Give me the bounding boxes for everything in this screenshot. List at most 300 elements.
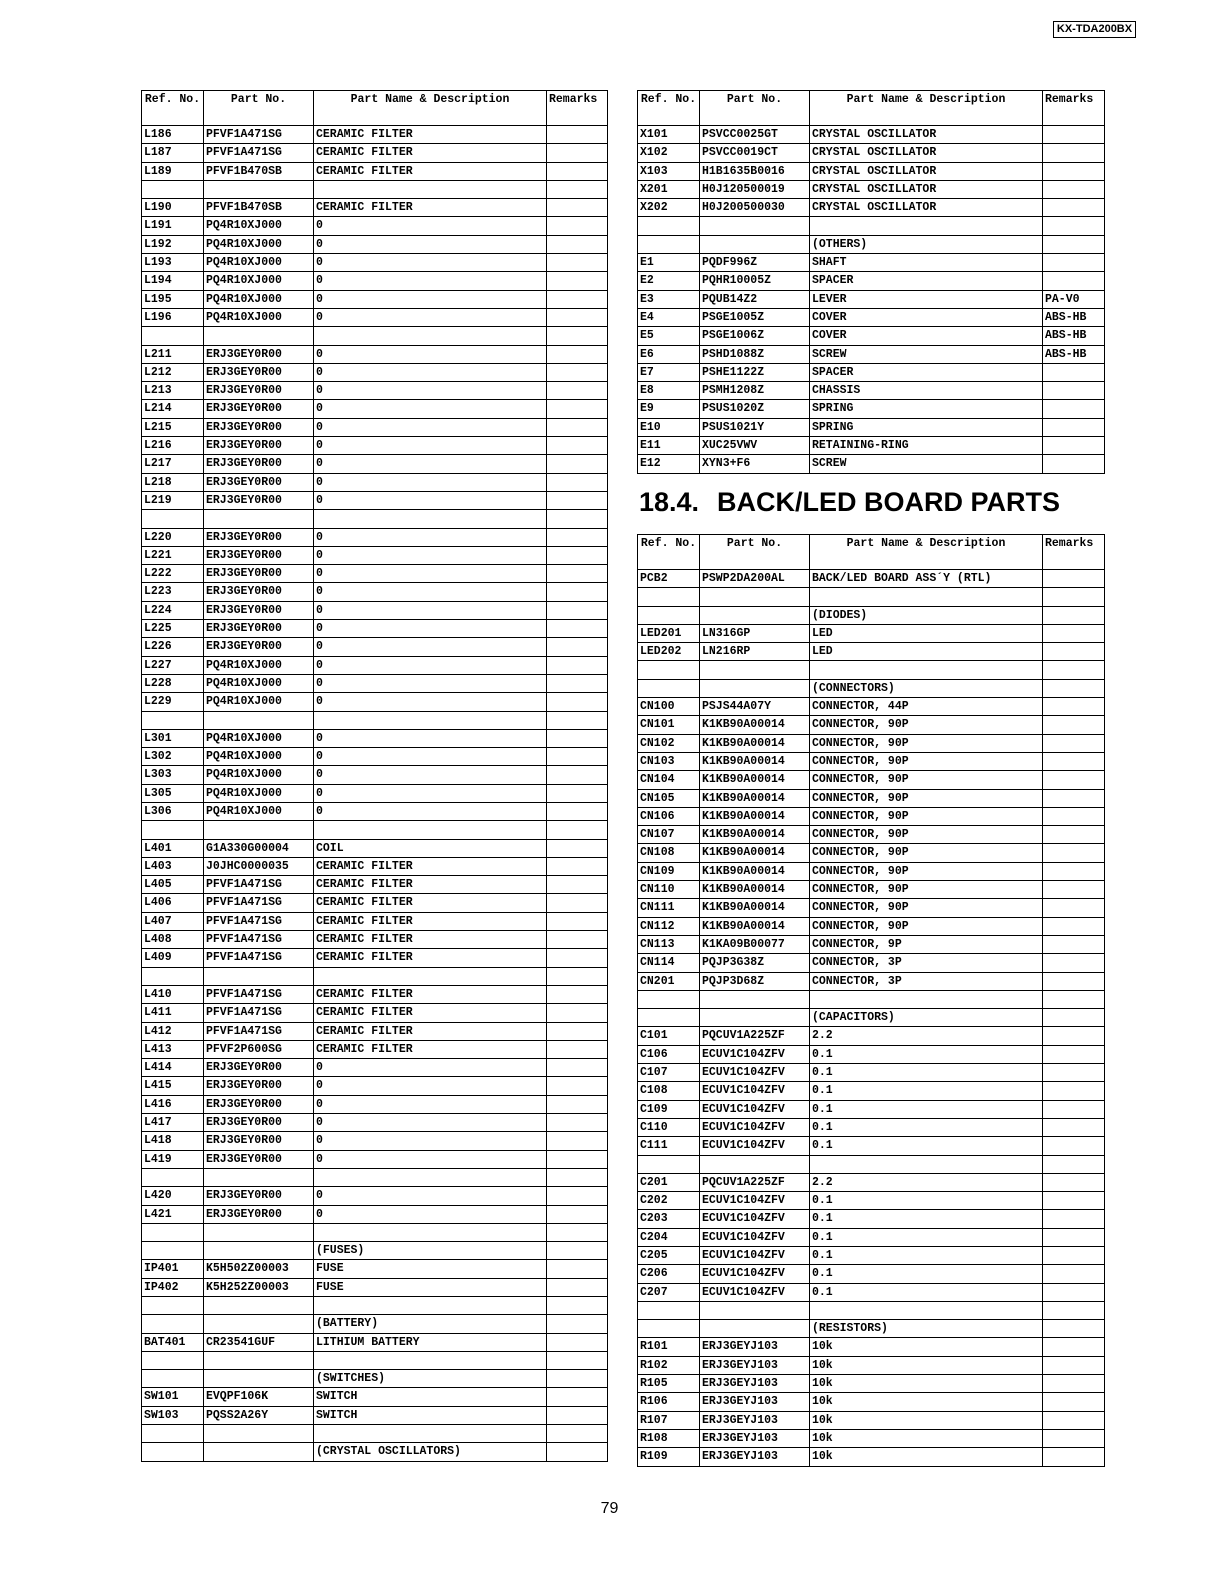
ref-no-cell [638,661,700,679]
remarks-cell [1043,844,1105,862]
ref-no-cell [638,1320,700,1338]
table-row [142,967,608,985]
description-cell: CERAMIC FILTER [314,876,547,894]
part-no-cell: PQ4R10XJ000 [204,784,314,802]
remarks-cell [547,418,608,436]
description-cell: 0 [314,546,547,564]
table-header-row [638,535,1105,570]
description-cell: 0 [314,382,547,400]
description-cell: CERAMIC FILTER [314,949,547,967]
ref-no-cell: L186 [142,126,204,144]
remarks-cell [1043,606,1105,624]
description-cell: 0 [314,1187,547,1205]
table-row [638,789,1105,807]
part-no-cell: PQJP3G38Z [700,954,810,972]
remarks-cell [547,272,608,290]
description-cell: 0 [314,455,547,473]
table-row [638,935,1105,953]
description-cell: 10k [810,1448,1043,1466]
table-row [142,1059,608,1077]
remarks-cell: ABS-HB [1043,345,1105,363]
part-no-cell [204,1443,314,1461]
description-cell: CONNECTOR, 3P [810,972,1043,990]
table-row [638,716,1105,734]
remarks-cell [547,327,608,345]
part-no-cell: PQDF996Z [700,254,810,272]
part-no-cell: K1KB90A00014 [700,807,810,825]
table-row [638,954,1105,972]
table-row [142,528,608,546]
ref-no-cell: C101 [638,1027,700,1045]
ref-no-cell: C108 [638,1082,700,1100]
part-no-cell: PQHR10005Z [700,272,810,290]
part-no-cell: ECUV1C104ZFV [700,1082,810,1100]
ref-no-cell: L216 [142,437,204,455]
part-no-cell: PFVF1A471SG [204,985,314,1003]
part-no-cell: PQ4R10XJ000 [204,766,314,784]
part-no-cell: K1KB90A00014 [700,881,810,899]
table-row [142,876,608,894]
ref-no-cell: CN106 [638,807,700,825]
part-no-cell: PQSS2A26Y [204,1406,314,1424]
part-no-cell: ECUV1C104ZFV [700,1210,810,1228]
ref-no-cell: L223 [142,583,204,601]
table-row [142,1425,608,1443]
description-cell: 0.1 [810,1137,1043,1155]
part-no-cell [204,1242,314,1260]
table-row [142,1388,608,1406]
remarks-cell [1043,588,1105,606]
remarks-cell [1043,400,1105,418]
remarks-cell [1043,254,1105,272]
part-no-cell: PSGE1005Z [700,308,810,326]
table-row [142,345,608,363]
description-cell: SCREW [810,455,1043,473]
remarks-cell [1043,1429,1105,1447]
remarks-cell [547,290,608,308]
part-no-cell: ERJ3GEY0R00 [204,583,314,601]
description-cell: 10k [810,1375,1043,1393]
description-cell: LED [810,624,1043,642]
remarks-cell [1043,1100,1105,1118]
remarks-cell [547,802,608,820]
ref-no-cell: CN103 [638,752,700,770]
part-no-cell: PQ4R10XJ000 [204,254,314,272]
table-row [142,894,608,912]
remarks-header: Remarks [1043,535,1105,570]
part-no-cell: ERJ3GEY0R00 [204,455,314,473]
description-cell: SPACER [810,272,1043,290]
part-no-cell: PFVF1A471SG [204,144,314,162]
remarks-cell [1043,363,1105,381]
remarks-cell: ABS-HB [1043,327,1105,345]
description-cell: 0 [314,235,547,253]
remarks-cell [547,1150,608,1168]
description-cell: CONNECTOR, 44P [810,698,1043,716]
table-row [638,363,1105,381]
ref-no-cell: L196 [142,308,204,326]
table-row [638,679,1105,697]
remarks-cell [1043,1027,1105,1045]
table-row [638,1320,1105,1338]
description-cell: SHAFT [810,254,1043,272]
table-row [638,144,1105,162]
remarks-cell [1043,1375,1105,1393]
part-no-cell: PQ4R10XJ000 [204,235,314,253]
description-cell: 0.1 [810,1265,1043,1283]
ref-no-cell: L418 [142,1132,204,1150]
ref-no-cell [142,1168,204,1186]
table-header-row [142,91,608,126]
ref-no-cell: CN101 [638,716,700,734]
remarks-cell [547,1370,608,1388]
table-row [638,899,1105,917]
description-header: Part Name & Description [810,535,1043,570]
table-row [142,1297,608,1315]
table-row [142,327,608,345]
part-no-cell: PSVCC0019CT [700,144,810,162]
part-no-cell: PFVF1A471SG [204,931,314,949]
table-row [142,473,608,491]
description-cell: CRYSTAL OSCILLATOR [810,180,1043,198]
part-no-cell [700,1155,810,1173]
description-cell: (SWITCHES) [314,1370,547,1388]
part-no-cell [700,661,810,679]
remarks-cell [547,729,608,747]
table-row [638,1393,1105,1411]
description-cell: CONNECTOR, 90P [810,862,1043,880]
description-cell: (BATTERY) [314,1315,547,1333]
ref-no-cell [142,1242,204,1260]
part-no-cell: ERJ3GEYJ103 [700,1429,810,1447]
part-no-cell: PQCUV1A225ZF [700,1173,810,1191]
section-number: 18.4. [639,487,700,517]
description-cell: (OTHERS) [810,235,1043,253]
table-row [638,308,1105,326]
remarks-cell [1043,899,1105,917]
table-row [638,990,1105,1008]
remarks-cell [547,235,608,253]
remarks-cell [1043,862,1105,880]
part-no-cell [204,327,314,345]
remarks-cell [1043,1137,1105,1155]
part-no-cell [204,1223,314,1241]
part-no-cell: PSHD1088Z [700,345,810,363]
description-cell [314,1297,547,1315]
table-row [638,1210,1105,1228]
remarks-cell [547,1388,608,1406]
table-row [638,1375,1105,1393]
table-row [142,821,608,839]
remarks-cell [547,985,608,1003]
remarks-cell [547,363,608,381]
ref-no-cell: L192 [142,235,204,253]
ref-no-cell: L227 [142,656,204,674]
description-cell: 0.1 [810,1192,1043,1210]
description-cell: 0 [314,748,547,766]
table-row [638,199,1105,217]
description-cell: (DIODES) [810,606,1043,624]
remarks-cell [547,931,608,949]
table-row [638,437,1105,455]
part-no-cell: K5H252Z00003 [204,1278,314,1296]
ref-no-cell: R102 [638,1356,700,1374]
part-no-cell: PQCUV1A225ZF [700,1027,810,1045]
table-row [142,638,608,656]
ref-no-cell: L229 [142,693,204,711]
remarks-cell [547,1278,608,1296]
table-row [142,180,608,198]
remarks-cell [547,528,608,546]
ref-no-cell: L410 [142,985,204,1003]
remarks-cell [1043,881,1105,899]
description-cell: FUSE [314,1260,547,1278]
remarks-cell [1043,1393,1105,1411]
remarks-cell [547,638,608,656]
remarks-cell [1043,1173,1105,1191]
table-row [142,290,608,308]
remarks-cell [1043,144,1105,162]
ref-no-cell: L224 [142,601,204,619]
table-row [142,1187,608,1205]
part-no-cell [204,1297,314,1315]
remarks-cell [547,455,608,473]
ref-no-cell: CN102 [638,734,700,752]
ref-no-header: Ref. No. [142,91,204,126]
ref-no-cell: IP401 [142,1260,204,1278]
table-row [638,254,1105,272]
description-cell: BACK/LED BOARD ASS´Y (RTL) [810,570,1043,588]
description-cell: CERAMIC FILTER [314,1022,547,1040]
table-row [142,1242,608,1260]
description-cell: (FUSES) [314,1242,547,1260]
remarks-cell [547,510,608,528]
part-no-cell: ERJ3GEY0R00 [204,437,314,455]
part-no-cell: ERJ3GEY0R00 [204,382,314,400]
description-cell: COVER [810,308,1043,326]
ref-no-cell [638,1155,700,1173]
ref-no-cell: X202 [638,199,700,217]
ref-no-cell: L406 [142,894,204,912]
remarks-cell [1043,1155,1105,1173]
ref-no-cell: R105 [638,1375,700,1393]
table-row [638,418,1105,436]
table-row [638,1027,1105,1045]
remarks-cell [547,620,608,638]
ref-no-cell: L405 [142,876,204,894]
part-no-cell: EVQPF106K [204,1388,314,1406]
ref-no-cell [638,1009,700,1027]
ref-no-cell: CN100 [638,698,700,716]
ref-no-cell: L306 [142,802,204,820]
table-row [142,1223,608,1241]
part-no-cell: K1KB90A00014 [700,826,810,844]
remarks-cell [1043,624,1105,642]
table-row [638,917,1105,935]
ref-no-cell: LED202 [638,643,700,661]
table-row [638,1009,1105,1027]
part-no-cell: ECUV1C104ZFV [700,1283,810,1301]
description-cell: 0 [314,272,547,290]
table-row [142,620,608,638]
description-cell: CRYSTAL OSCILLATOR [810,144,1043,162]
part-no-cell: ERJ3GEYJ103 [700,1338,810,1356]
remarks-cell [547,1425,608,1443]
part-no-header: Part No. [204,91,314,126]
table-row [638,752,1105,770]
table-row [638,1429,1105,1447]
remarks-cell [547,674,608,692]
remarks-cell [1043,1228,1105,1246]
part-no-cell: K1KB90A00014 [700,844,810,862]
remarks-cell [547,1004,608,1022]
part-no-cell: ECUV1C104ZFV [700,1118,810,1136]
description-cell: CONNECTOR, 3P [810,954,1043,972]
part-no-cell [700,606,810,624]
ref-no-cell [142,967,204,985]
remarks-cell [1043,1283,1105,1301]
description-cell: SPRING [810,400,1043,418]
ref-no-cell: L220 [142,528,204,546]
ref-no-cell: L218 [142,473,204,491]
description-cell: CONNECTOR, 90P [810,807,1043,825]
part-no-cell: ERJ3GEY0R00 [204,546,314,564]
ref-no-cell: LED201 [638,624,700,642]
remarks-cell [1043,235,1105,253]
ref-no-cell: L189 [142,162,204,180]
part-no-cell: PQ4R10XJ000 [204,729,314,747]
remarks-cell [1043,1411,1105,1429]
description-cell: CERAMIC FILTER [314,1004,547,1022]
table-row [142,546,608,564]
ref-no-cell: L401 [142,839,204,857]
description-cell [314,1425,547,1443]
table-row [142,1333,608,1351]
ref-no-cell: L191 [142,217,204,235]
remarks-cell [547,1095,608,1113]
table-row [142,1095,608,1113]
remarks-cell [547,546,608,564]
part-no-cell: ERJ3GEY0R00 [204,473,314,491]
ref-no-cell: C111 [638,1137,700,1155]
description-cell: 10k [810,1393,1043,1411]
table-row [638,1137,1105,1155]
table-row [638,1045,1105,1063]
part-no-cell: PQ4R10XJ000 [204,217,314,235]
remarks-cell [1043,1356,1105,1374]
parts-table-right-top [637,90,1105,474]
remarks-cell [1043,917,1105,935]
ref-no-cell: CN112 [638,917,700,935]
table-row [142,693,608,711]
part-no-cell [204,1425,314,1443]
remarks-cell [1043,679,1105,697]
ref-no-cell: L194 [142,272,204,290]
ref-no-cell: L415 [142,1077,204,1095]
remarks-cell [1043,1265,1105,1283]
remarks-cell [547,473,608,491]
remarks-cell [547,199,608,217]
part-no-cell: CR23541GUF [204,1333,314,1351]
ref-no-cell: E3 [638,290,700,308]
part-no-cell [204,510,314,528]
remarks-cell [547,1315,608,1333]
description-cell: CONNECTOR, 90P [810,789,1043,807]
part-no-cell: K5H502Z00003 [204,1260,314,1278]
description-cell: SPRING [810,418,1043,436]
table-row [638,162,1105,180]
table-row [142,565,608,583]
part-no-cell: ERJ3GEYJ103 [700,1393,810,1411]
remarks-cell [1043,1064,1105,1082]
table-row [638,1082,1105,1100]
table-row [142,162,608,180]
description-cell: CERAMIC FILTER [314,144,547,162]
remarks-cell [1043,661,1105,679]
remarks-cell [1043,570,1105,588]
description-cell: 0 [314,473,547,491]
ref-no-cell: BAT401 [142,1333,204,1351]
part-no-cell: ECUV1C104ZFV [700,1246,810,1264]
ref-no-cell: R106 [638,1393,700,1411]
description-cell: RETAINING-RING [810,437,1043,455]
table-row [638,661,1105,679]
description-cell: 0 [314,784,547,802]
ref-no-cell: CN111 [638,899,700,917]
table-row [638,588,1105,606]
ref-no-cell: E5 [638,327,700,345]
table-row [142,674,608,692]
table-row [142,1114,608,1132]
description-cell: 0 [314,802,547,820]
ref-no-cell: L301 [142,729,204,747]
table-row [142,985,608,1003]
ref-no-cell: CN114 [638,954,700,972]
remarks-cell: ABS-HB [1043,308,1105,326]
part-no-cell: XUC25VWV [700,437,810,455]
remarks-cell [1043,455,1105,473]
description-cell: 0 [314,1205,547,1223]
table-row [638,126,1105,144]
table-row [638,1064,1105,1082]
description-cell: CONNECTOR, 9P [810,935,1043,953]
description-cell: 0 [314,1059,547,1077]
description-cell: 0 [314,638,547,656]
description-cell [314,1168,547,1186]
ref-no-cell: C110 [638,1118,700,1136]
description-cell: SPACER [810,363,1043,381]
table-row [638,624,1105,642]
table-row [142,1351,608,1369]
ref-no-cell: L190 [142,199,204,217]
table-row [638,455,1105,473]
part-no-cell [700,217,810,235]
table-row [142,748,608,766]
part-no-cell: PFVF1A471SG [204,949,314,967]
part-no-cell: PFVF1B470SB [204,162,314,180]
remarks-cell [1043,199,1105,217]
remarks-cell [1043,972,1105,990]
table-row [142,254,608,272]
table-row [142,437,608,455]
table-row [142,455,608,473]
ref-no-cell: C106 [638,1045,700,1063]
ref-no-cell: L228 [142,674,204,692]
remarks-cell [547,876,608,894]
description-cell: CERAMIC FILTER [314,912,547,930]
description-cell: 2.2 [810,1173,1043,1191]
part-no-cell: PQJP3D68Z [700,972,810,990]
